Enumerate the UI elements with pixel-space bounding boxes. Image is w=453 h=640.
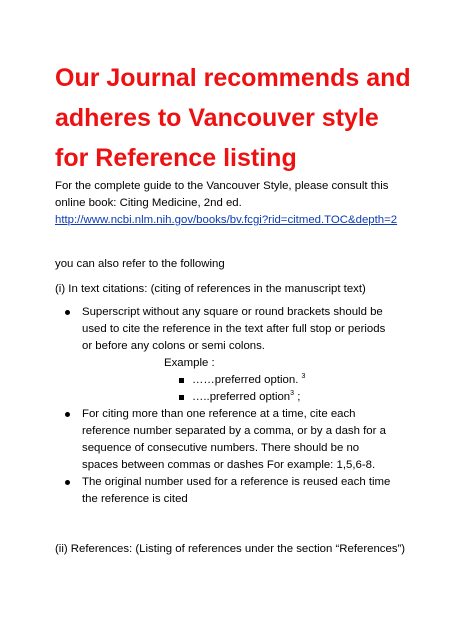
example-option-2: …..preferred option	[192, 391, 291, 403]
example-option-1: ……preferred option.	[192, 374, 299, 386]
superscript-number: 3	[301, 373, 306, 380]
intro-text: For the complete guide to the Vancouver Style, please consult this online book: Citing Medicine, 2nd ed.	[55, 180, 389, 209]
intro-paragraph	[55, 178, 400, 229]
citing-medicine-link[interactable]: http://www.ncbi.nlm.nih.gov/books/bv.fcgi?rid=citmed.TOC&depth=2	[55, 214, 398, 226]
example-sublist-container	[55, 372, 395, 406]
superscript-rule-text: Superscript without any square or round brackets should be used to cite the reference in the text after full stop or periods or before any colons or semi colons.	[82, 306, 386, 352]
example-sublist	[55, 372, 395, 406]
page-title: Our Journal recommends and adheres to Vancouver style for Reference listing	[55, 64, 411, 172]
sub-list-item	[55, 372, 395, 389]
also-refer-text: you can also refer to the following	[55, 258, 225, 270]
bullet-icon	[65, 480, 70, 485]
square-bullet-icon	[179, 395, 184, 400]
square-bullet-icon	[179, 378, 184, 383]
example-option-2-tail: ;	[294, 391, 301, 403]
bullet-icon	[65, 412, 70, 417]
list-item	[55, 474, 395, 508]
reuse-number-rule-text: The original number used for a reference is reused each time the reference is cited	[82, 476, 391, 505]
in-text-citations-heading: (i) In text citations: (citing of references in the manuscript text)	[55, 283, 366, 295]
sub-list-item	[55, 389, 395, 406]
list-item	[55, 406, 395, 474]
superscript-number: 3	[290, 390, 295, 397]
citation-rules-list	[55, 304, 395, 508]
bullet-icon	[65, 310, 70, 315]
multiple-references-rule-text: For citing more than one reference at a time, cite each reference number separated by a comma, or by a dash for a sequence of consecutive numbers. There should be no spaces between commas or dashes For example: 1,5,6-8.	[82, 408, 386, 471]
example-label: Example :	[164, 357, 215, 369]
list-item	[55, 304, 395, 372]
references-heading: (ii) References: (Listing of references under the section “References”)	[55, 543, 406, 555]
